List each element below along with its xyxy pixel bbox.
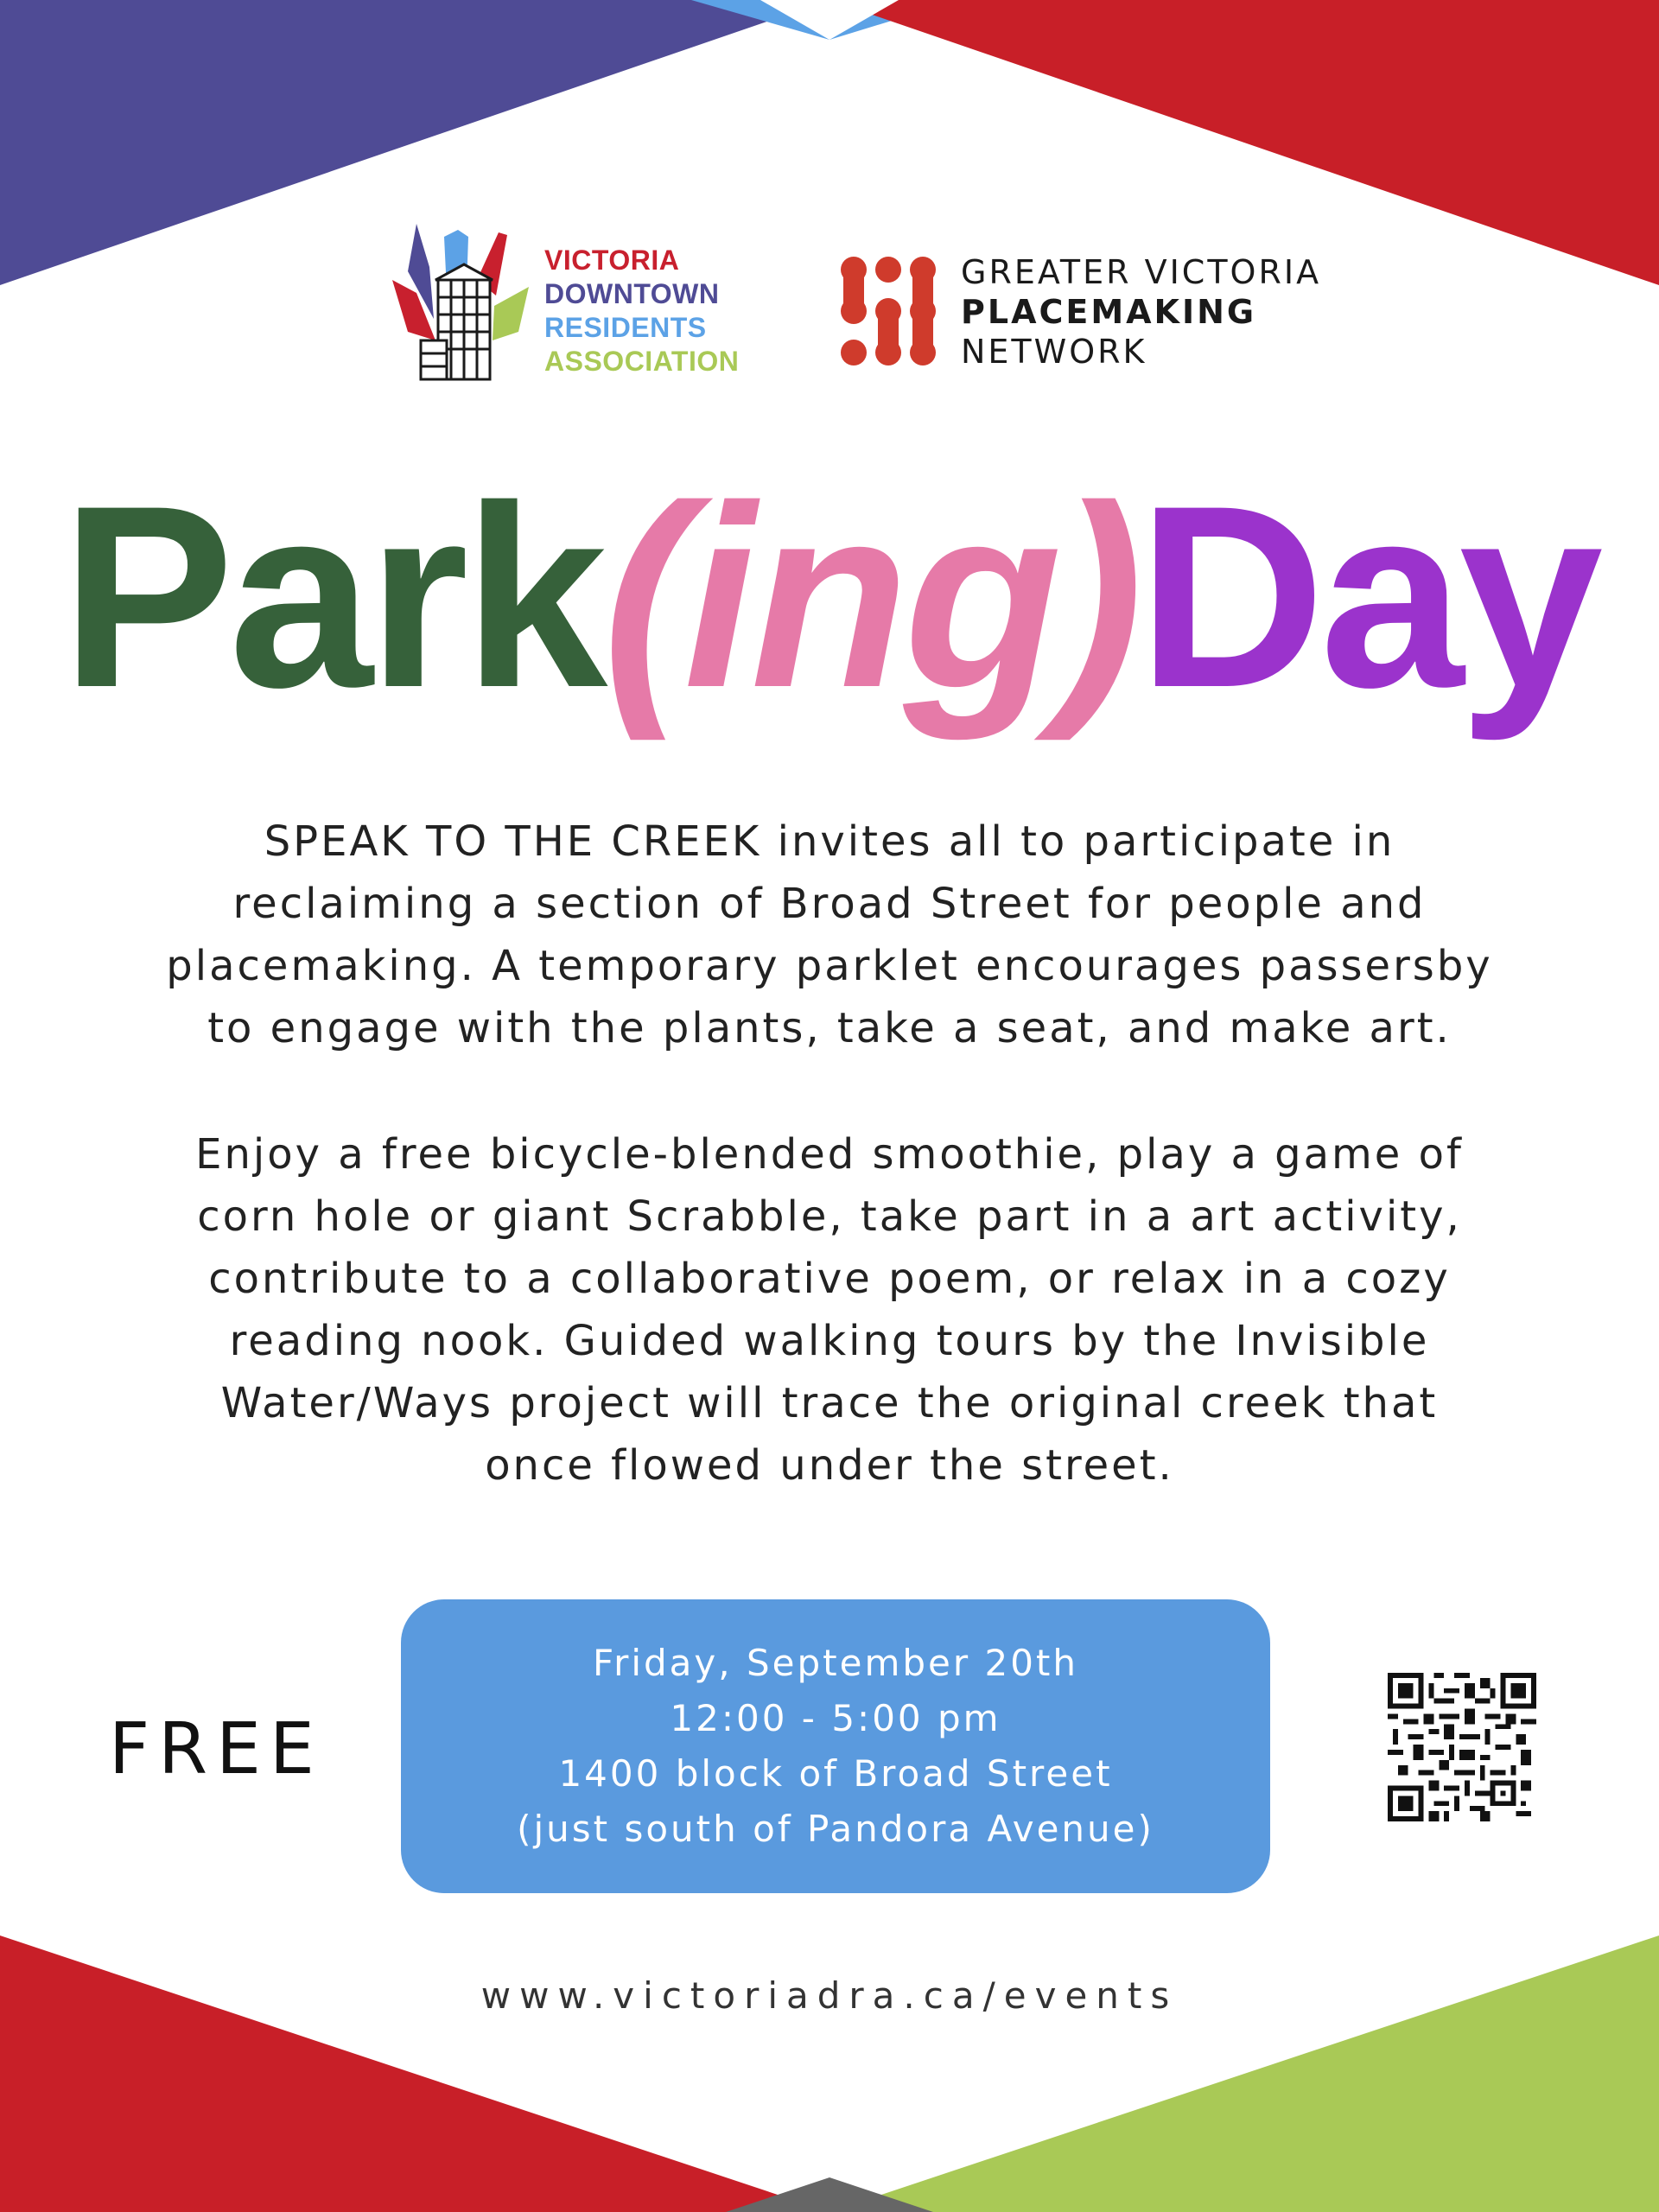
top-right-red-shape	[830, 0, 1659, 285]
activities-line: corn hole or giant Scrabble, take part in a art activity,	[197, 1192, 1462, 1241]
event-date: Friday, September 20th	[592, 1642, 1079, 1684]
gvpn-logo-text	[961, 252, 1321, 372]
intro-line: reclaiming a section of Broad Street for people and	[232, 880, 1427, 928]
event-details-box	[401, 1599, 1270, 1893]
placemaking-network-logo-icon	[840, 256, 937, 366]
activities-line: Enjoy a free bicycle-blended smoothie, play a game of	[195, 1130, 1464, 1179]
price-label: FREE	[109, 1708, 323, 1790]
vdra-line-4: ASSOCIATION	[544, 346, 740, 377]
title-ing: (ing)	[602, 451, 1138, 741]
qr-code-icon[interactable]	[1388, 1673, 1536, 1821]
intro-line: SPEAK TO THE CREEK invites all to participate in	[264, 817, 1395, 866]
activities-line: contribute to a collaborative poem, or relax in a cozy	[208, 1255, 1451, 1303]
intro-line: placemaking. A temporary parklet encourages passersby	[166, 942, 1493, 990]
event-title	[0, 449, 1659, 743]
activities-line: reading nook. Guided walking tours by the Invisible	[229, 1317, 1430, 1365]
title-day: Day	[1137, 451, 1599, 741]
event-location: 1400 block of Broad Street	[558, 1752, 1113, 1795]
vdra-line-2: DOWNTOWN	[544, 278, 720, 309]
intro-paragraph	[60, 810, 1599, 1059]
gvpn-line-2: PLACEMAKING	[961, 293, 1257, 331]
website-link[interactable]: www.victoriadra.ca/events	[480, 1974, 1179, 2017]
gvpn-line-3: NETWORK	[961, 333, 1147, 371]
vdra-line-1: VICTORIA	[544, 245, 680, 276]
event-time: 12:00 - 5:00 pm	[670, 1697, 1001, 1739]
activities-paragraph	[60, 1123, 1599, 1497]
vdra-logo-text	[544, 244, 739, 378]
title-park: Park	[60, 451, 603, 741]
event-location-note: (just south of Pandora Avenue)	[517, 1808, 1154, 1850]
activities-line: Water/Ways project will trace the original creek that	[220, 1379, 1439, 1427]
intro-line: to engage with the plants, take a seat, and make art.	[207, 1004, 1452, 1052]
gvpn-line-1: GREATER VICTORIA	[961, 253, 1322, 291]
vdra-line-3: RESIDENTS	[544, 312, 707, 343]
activities-line: once flowed under the street.	[485, 1441, 1174, 1490]
